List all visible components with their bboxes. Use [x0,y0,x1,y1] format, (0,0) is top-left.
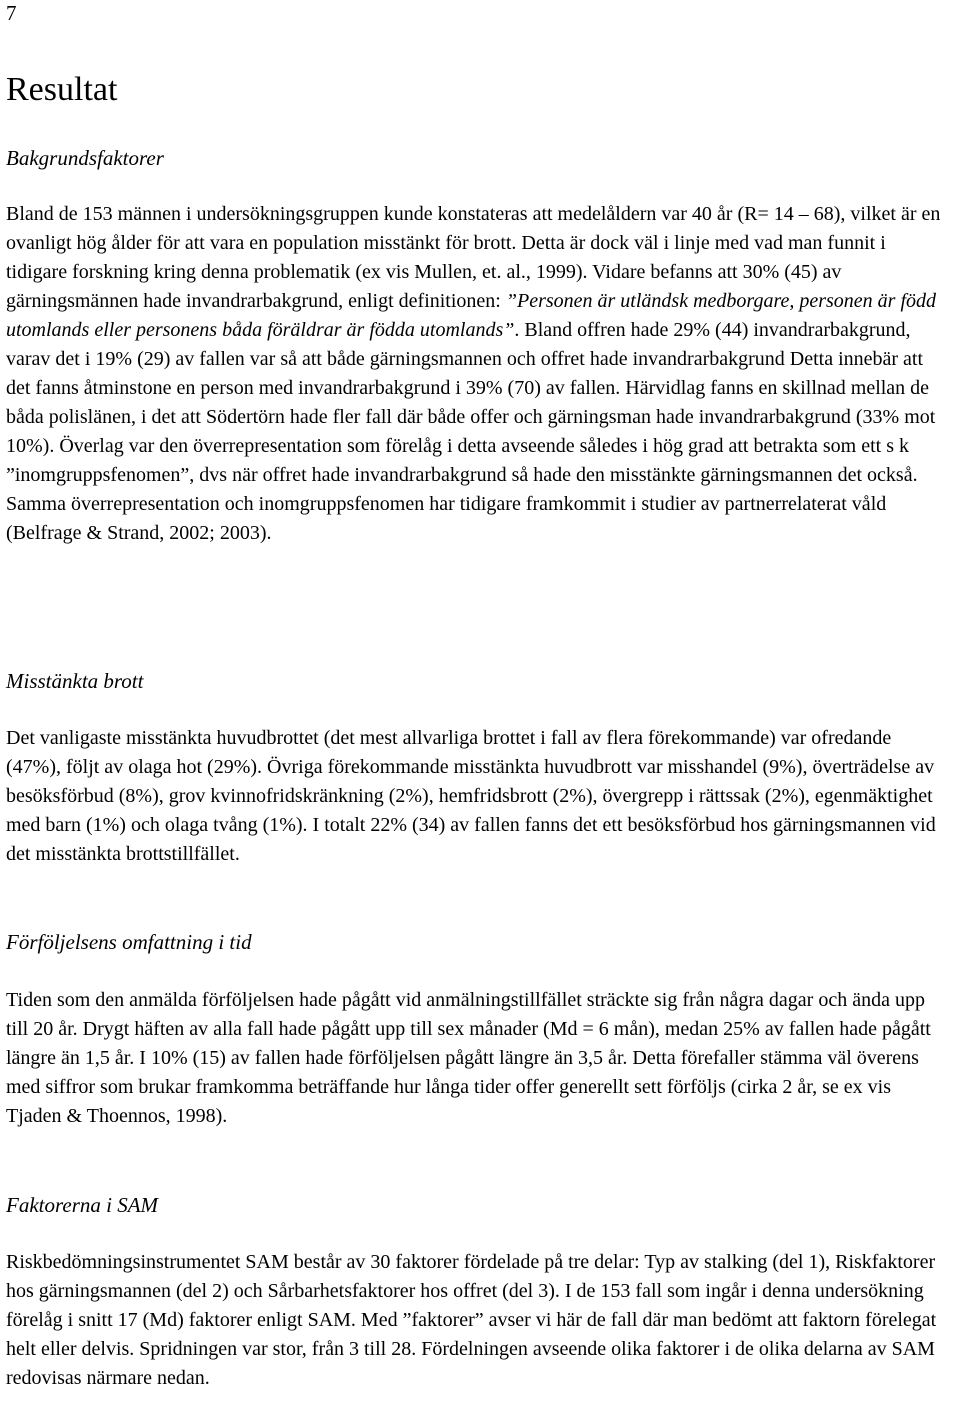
section-heading-faktorerna-i-sam: Faktorerna i SAM [6,1193,159,1217]
section-heading-forfoljelsens-omfattning: Förföljelsens omfattning i tid [6,930,252,954]
paragraph-forfoljelsens-omfattning: Tiden som den anmälda förföljelsen hade pågått vid anmälningstillfället sträckte sig från några dagar och ända upp till 20 år. Drygt häften av alla fall hade pågått upp till sex månader (Md = 6 mån), medan 25% av fallen hade pågått längre än 1,5 år. I 10% (15) av fallen hade förföljelsen pågått längre än 3,5 år. Detta förefaller stämma väl överens med siffror som brukar framkomma beträffande hur långa tider offer generellt sett förföljs (cirka 2 år, se ex vis Tjaden & Thoennos, 1998). [6,989,931,1127]
paragraph-misstankta-brott: Det vanligaste misstänkta huvudbrottet (det mest allvarliga brottet i fall av flera förekommande) var ofredande (47%), följt av olaga hot (29%). Övriga förekommande misstänkta huvudbrott var misshandel (9%), överträdelse av besöksförbud (8%), grov kvinnofridskränkning (2%), hemfridsbrott (2%), övergrepp i rättssak (2%), egenmäktighet med barn (1%) och olaga tvång (1%). I totalt 22% (34) av fallen fanns det ett besöksförbud hos gärningsmannen vid det misstänkta brottstillfället. [6,727,936,865]
paragraph-text-continued: . Bland offren hade 29% (44) invandrarbakgrund, varav det i 19% (29) av fallen var så att både gärningsmannen och offret hade invandrarbakgrund Detta innebär att det fanns åtminstone en person med invandrarbakgrund i 39% (70) av fallen. Härvidlag fanns en skillnad mellan de båda polislänen, i det att Södertörn hade fler fall där både offer och gärningsman hade invandrarbakgrund (33% mot 10%). Överlag var den överrepresentation som förelåg i detta avseende således i hög grad att betrakta som ett s k ”inomgruppsfenomen”, dvs när offret hade invandrarbakgrund så hade den misstänkte gärningsmannen det också. Samma överrepresentation och inomgruppsfenomen har tidigare framkommit i studier av partnerrelaterat våld (Belfrage & Strand, 2002; 2003). [6,319,936,544]
page-number: 7 [6,1,17,25]
paragraph-bakgrundsfaktorer [6,200,951,548]
definition-quote: ”Personen är utländsk medborgare, personen är född utomlands eller personens båda föräldrar är födda utomlands” [6,290,937,341]
paragraph-faktorerna-i-sam: Riskbedömningsinstrumentet SAM består av 30 faktorer fördelade på tre delar: Typ av stalking (del 1), Riskfaktorer hos gärningsmannen (del 2) och Sårbarhetsfaktorer hos offret (del 3). I de 153 fall som ingår i denna undersökning förelåg i snitt 17 (Md) faktorer enligt SAM. Med ”faktorer” avser vi här de fall där man bedömt att faktorn förelegat helt eller delvis. Spridningen var stor, från 3 till 28. Fördelningen avseende olika faktorer i de olika delarna av SAM redovisas närmare nedan. [6,1251,937,1389]
section-heading-misstankta-brott: Misstänkta brott [6,669,144,693]
page-title: Resultat [6,71,118,108]
section-heading-bakgrundsfaktorer: Bakgrundsfaktorer [6,146,164,170]
paragraph-text: Bland de 153 männen i undersökningsgruppen kunde konstateras att medelåldern var 40 år (R= 14 – 68), vilket är en ovanligt hög ålder för att vara en population misstänkt för brott. Detta är dock väl i linje med vad man funnit i tidigare forskning kring denna problematik (ex vis Mullen, et. al., 1999). Vidare befanns att 30% (45) av gärningsmännen hade invandrarbakgrund, enligt definitionen: [6,203,941,312]
